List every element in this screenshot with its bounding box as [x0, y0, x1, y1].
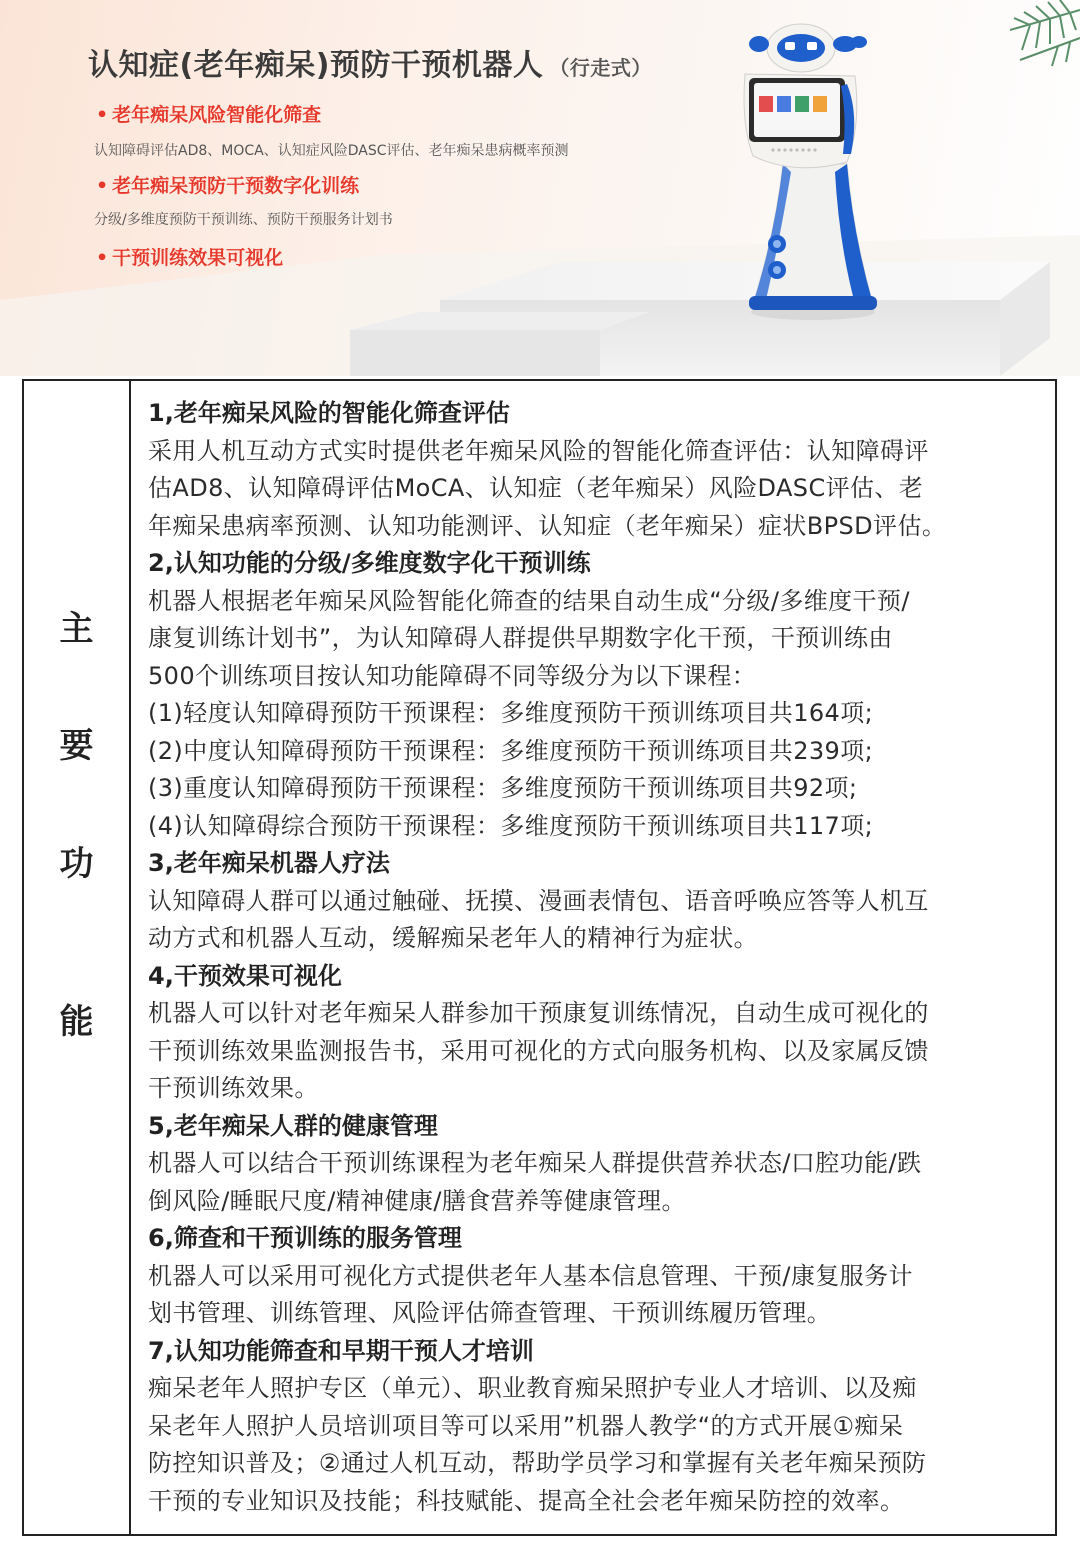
feature-desc-1: 认知障碍评估AD8、MOCA、认知症风险DASC评估、老年痴呆患病概率预测	[94, 143, 569, 159]
section-text: 认知障碍人群可以通过触碰、抚摸、漫画表情包、语音呼唤应答等人机互	[148, 886, 929, 915]
section-title: 2,认知功能的分级/多维度数字化干预训练	[148, 549, 591, 577]
section-text: 估AD8、认知障碍评估MoCA、认知症（老年痴呆）风险DASC评估、老	[148, 474, 924, 502]
leaf-decoration-icon	[990, 0, 1080, 70]
section-text: 干预训练效果监测报告书，采用可视化的方式向服务机构、以及家属反馈	[148, 1036, 929, 1065]
left-label-char: 功	[59, 844, 94, 884]
section-text: 机器人根据老年痴呆风险智能化筛查的结果自动生成“分级/多维度干预/	[148, 586, 910, 615]
section-title: 6,筛查和干预训练的服务管理	[148, 1224, 462, 1252]
section-text: 康复训练计划书”，为认知障碍人群提供早期数字化干预，干预训练由	[148, 624, 893, 652]
feature-section	[148, 1333, 1048, 1521]
section-text: (2)中度认知障碍预防干预课程：多维度预防干预训练项目共239项;	[148, 736, 874, 765]
section-text: 划书管理、训练管理、风险评估筛查管理、干预训练履历管理。	[148, 1299, 832, 1327]
feature-section	[148, 395, 1048, 545]
section-title: 3,老年痴呆机器人疗法	[148, 849, 390, 877]
section-text: 防控知识普及；②通过人机互动，帮助学员学习和掌握有关老年痴呆预防	[148, 1449, 927, 1477]
page-title: 认知症(老年痴呆)预防干预机器人 （行走式）	[88, 48, 652, 83]
feature-section	[148, 958, 1048, 1108]
table-left-label-column	[24, 381, 131, 1534]
section-title: 4,干预效果可视化	[148, 961, 342, 990]
section-title: 1,老年痴呆风险的智能化筛查评估	[148, 399, 510, 427]
section-text: 年痴呆患病率预测、认知功能测评、认知症（老年痴呆）症状BPSD评估。	[148, 511, 947, 540]
section-text: 呆老年人照护人员培训项目等可以采用”机器人教学“的方式开展①痴呆	[148, 1411, 904, 1440]
features-table	[22, 379, 1057, 1536]
feature-desc-2: 分级/多维度预防干预训练、预防干预服务计划书	[94, 212, 393, 228]
feature-section	[148, 1108, 1048, 1221]
left-label-char: 要	[59, 726, 94, 766]
section-text: 干预的专业知识及技能；科技赋能、提高全社会老年痴呆防控的效率。	[148, 1486, 905, 1515]
section-text: 采用人机互动方式实时提供老年痴呆风险的智能化筛查评估：认知障碍评	[148, 436, 929, 465]
features-content	[148, 395, 1048, 1520]
left-label-char: 主	[59, 609, 94, 649]
section-text: 机器人可以结合干预训练课程为老年痴呆人群提供营养状态/口腔功能/跌	[148, 1149, 922, 1177]
left-label-char: 能	[59, 1002, 94, 1042]
section-text: 机器人可以采用可视化方式提供老年人基本信息管理、干预/康复服务计	[148, 1261, 913, 1290]
hero-banner	[0, 0, 1080, 376]
section-text: 500个训练项目按认知功能障碍不同等级分为以下课程：	[148, 661, 757, 690]
feature-heading-3: • 干预训练效果可视化	[96, 247, 284, 269]
feature-section	[148, 1220, 1048, 1333]
feature-heading-1: • 老年痴呆风险智能化筛查	[96, 104, 322, 126]
robot-illustration	[735, 14, 905, 324]
section-title: 7,认知功能筛查和早期干预人才培训	[148, 1336, 534, 1365]
feature-section	[148, 545, 1048, 845]
section-text: (1)轻度认知障碍预防干预课程：多维度预防干预训练项目共164项;	[148, 699, 874, 727]
section-text: (3)重度认知障碍预防干预课程：多维度预防干预训练项目共92项;	[148, 774, 858, 802]
section-text: (4)认知障碍综合预防干预课程：多维度预防干预训练项目共117项;	[148, 811, 874, 840]
section-text: 干预训练效果。	[148, 1074, 319, 1102]
feature-heading-2: • 老年痴呆预防干预数字化训练	[96, 175, 360, 197]
section-title: 5,老年痴呆人群的健康管理	[148, 1111, 438, 1140]
section-text: 机器人可以针对老年痴呆人群参加干预康复训练情况，自动生成可视化的	[148, 999, 929, 1027]
section-text: 倒风险/睡眠尺度/精神健康/膳食营养等健康管理。	[148, 1186, 686, 1215]
feature-section	[148, 845, 1048, 958]
section-text: 动方式和机器人互动，缓解痴呆老年人的精神行为症状。	[148, 924, 758, 952]
section-text: 痴呆老年人照护专区（单元）、职业教育痴呆照护专业人才培训、以及痴	[148, 1374, 917, 1402]
